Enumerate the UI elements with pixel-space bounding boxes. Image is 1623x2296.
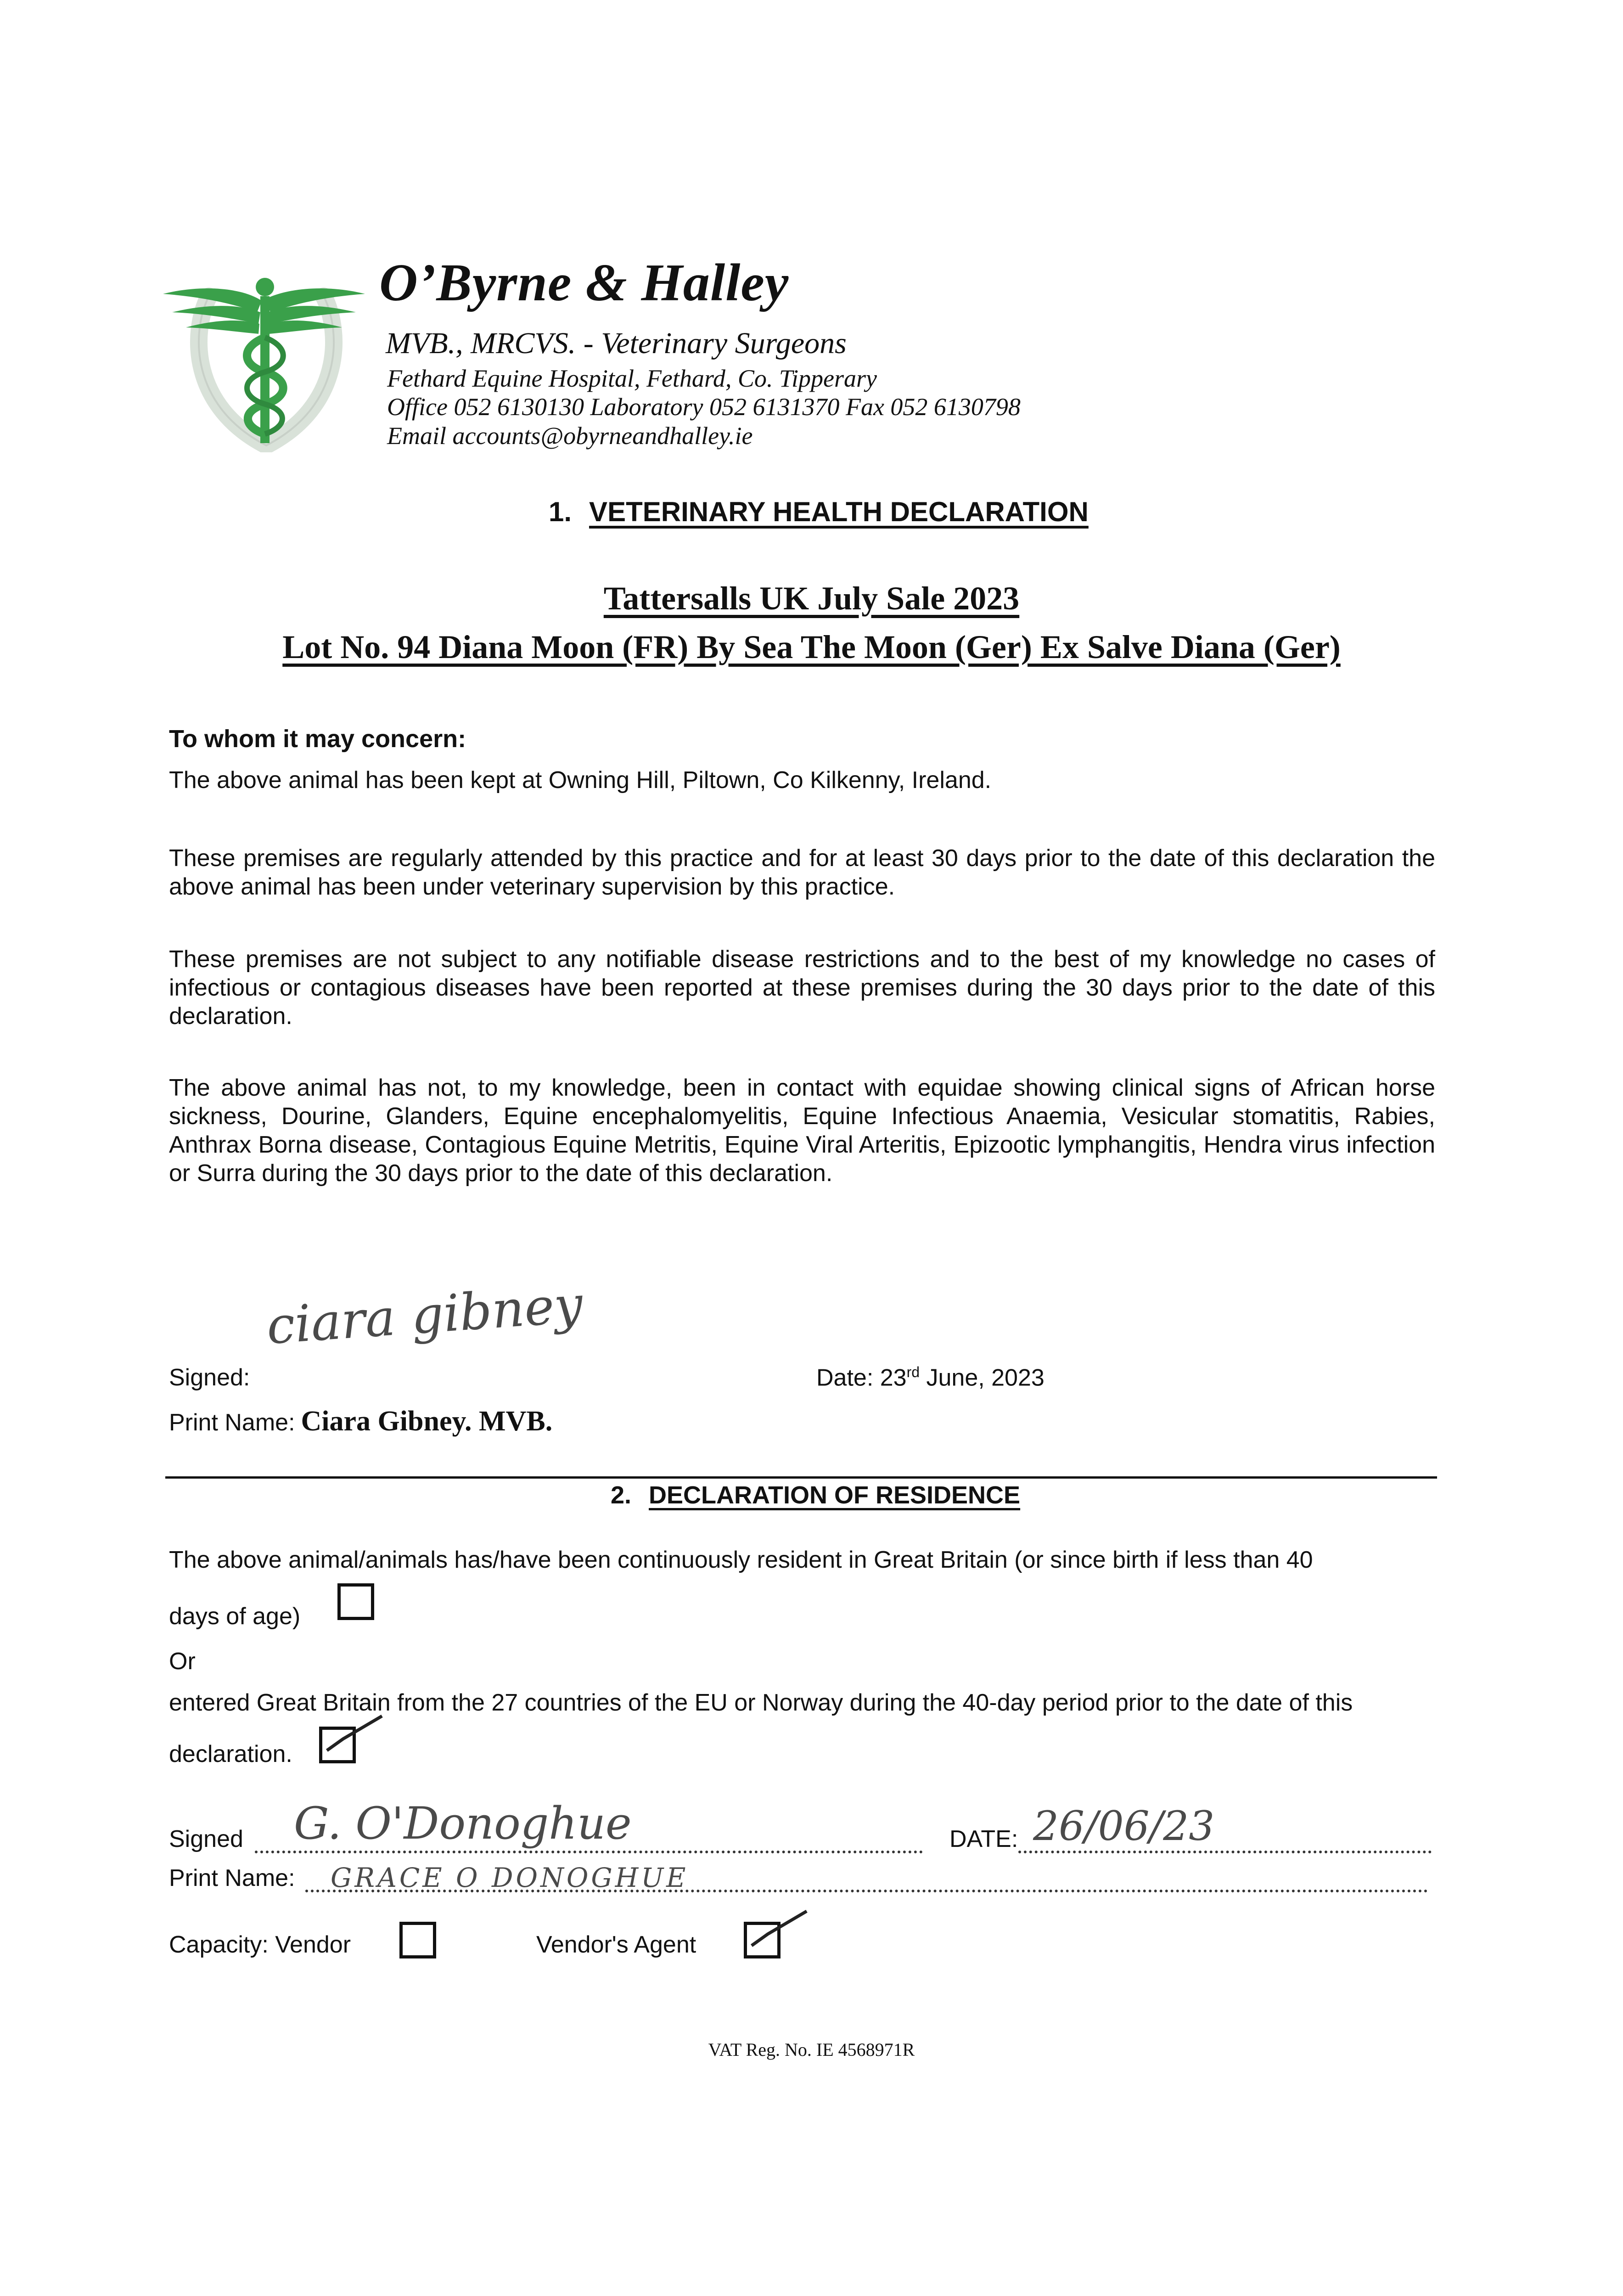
- section1-print-name-value: Ciara Gibney. MVB.: [301, 1406, 553, 1437]
- section1-date-rest: June, 2023: [920, 1364, 1045, 1391]
- check-mark-icon: [318, 1711, 387, 1757]
- section1-print-name: [169, 1405, 552, 1438]
- section1-title: VETERINARY HEALTH DECLARATION: [589, 496, 1089, 527]
- logo: [158, 269, 374, 452]
- capacity-vendor-checkbox[interactable]: [399, 1922, 436, 1958]
- section1-number: 1.: [549, 496, 572, 527]
- section2-date-label: DATE:: [949, 1826, 1018, 1852]
- firm-address: Fethard Equine Hospital, Fethard, Co. Tipperary: [387, 365, 877, 392]
- section2-signed-dots: [255, 1851, 923, 1853]
- firm-email: Email accounts@obyrneandhalley.ie: [387, 422, 753, 450]
- section1-date-suffix: rd: [906, 1364, 920, 1380]
- capacity-agent-label: Vendor's Agent: [536, 1931, 696, 1958]
- check-mark-icon: [742, 1907, 811, 1953]
- section1-print-name-label: Print Name:: [169, 1409, 295, 1436]
- section2-date-dots: [1018, 1851, 1432, 1853]
- section2-signature: G. O'Donoghue: [294, 1798, 632, 1849]
- section-divider: [165, 1476, 1437, 1479]
- or-label: Or: [169, 1648, 196, 1675]
- residence-statement-line2: days of age): [169, 1603, 301, 1630]
- section1-signed-label: Signed:: [169, 1364, 250, 1391]
- paragraph-no-contact: The above animal has not, to my knowledge, been in contact with equidae showing clinical signs of African horse sickness, Dourine, Glanders, Equine encephalomyelitis, Equine Infectious Anaemia, Vesicular stomatitis, Rabies, Anthrax Borna disease, Contagious Equine Metritis, Equine Viral Arteritis, Epizootic lymphangitis, Hendra virus infection or Surra during the 30 days prior to the date of this declaration.: [169, 1075, 1435, 1187]
- entered-statement-line2: declaration.: [169, 1741, 292, 1767]
- sale-title: Tattersalls UK July Sale 2023: [603, 580, 1020, 617]
- greeting: To whom it may concern:: [169, 725, 466, 753]
- option-resident-checkbox[interactable]: [337, 1583, 374, 1620]
- capacity-agent-checkbox[interactable]: [744, 1922, 781, 1958]
- firm-name: O’Byrne & Halley: [379, 253, 789, 312]
- section2-heading: [611, 1481, 1020, 1509]
- section2-print-name-value: GRACE O DONOGHUE: [331, 1862, 689, 1893]
- paragraph-kept-at: The above animal has been kept at Owning Hill, Piltown, Co Kilkenny, Ireland.: [169, 767, 992, 793]
- section2-title: DECLARATION OF RESIDENCE: [649, 1481, 1021, 1509]
- entered-statement-line1: entered Great Britain from the 27 countries of the EU or Norway during the 40-day period prior to the date of this: [169, 1689, 1353, 1716]
- paragraph-supervision: These premises are regularly attended by this practice and for at least 30 days prior to the date of this declaration the above animal has been under veterinary supervision by this practice.: [169, 845, 1435, 900]
- section1-signature: ciara gibney: [264, 1275, 585, 1356]
- paragraph-no-restrictions: These premises are not subject to any notifiable disease restrictions and to the best of my knowledge no cases of infectious or contagious diseases have been reported at these premises during the 30 days prior to the date of this declaration.: [169, 946, 1435, 1030]
- vat-number: VAT Reg. No. IE 4568971R: [708, 2039, 915, 2060]
- option-entered-checkbox[interactable]: [319, 1727, 356, 1763]
- residence-statement-line1: The above animal/animals has/have been continuously resident in Great Britain (or since birth if less than 40: [169, 1547, 1313, 1573]
- lot-title: Lot No. 94 Diana Moon (FR) By Sea The Moon (Ger) Ex Salve Diana (Ger): [282, 629, 1341, 665]
- section1-date: [816, 1364, 1045, 1391]
- section2-date-value: 26/06/23: [1033, 1802, 1215, 1850]
- section2-number: 2.: [611, 1481, 632, 1509]
- caduceus-horseshoe-logo-icon: [158, 269, 374, 452]
- section2-signed-label: Signed: [169, 1826, 243, 1852]
- section2-print-name-label: Print Name:: [169, 1865, 295, 1891]
- firm-phones: Office 052 6130130 Laboratory 052 6131370 Fax 052 6130798: [387, 393, 1021, 421]
- section1-date-label: Date: 23: [816, 1364, 907, 1391]
- firm-qualifications: MVB., MRCVS. - Veterinary Surgeons: [386, 326, 847, 360]
- section1-heading: [549, 496, 1089, 528]
- capacity-vendor-label: Capacity: Vendor: [169, 1931, 351, 1958]
